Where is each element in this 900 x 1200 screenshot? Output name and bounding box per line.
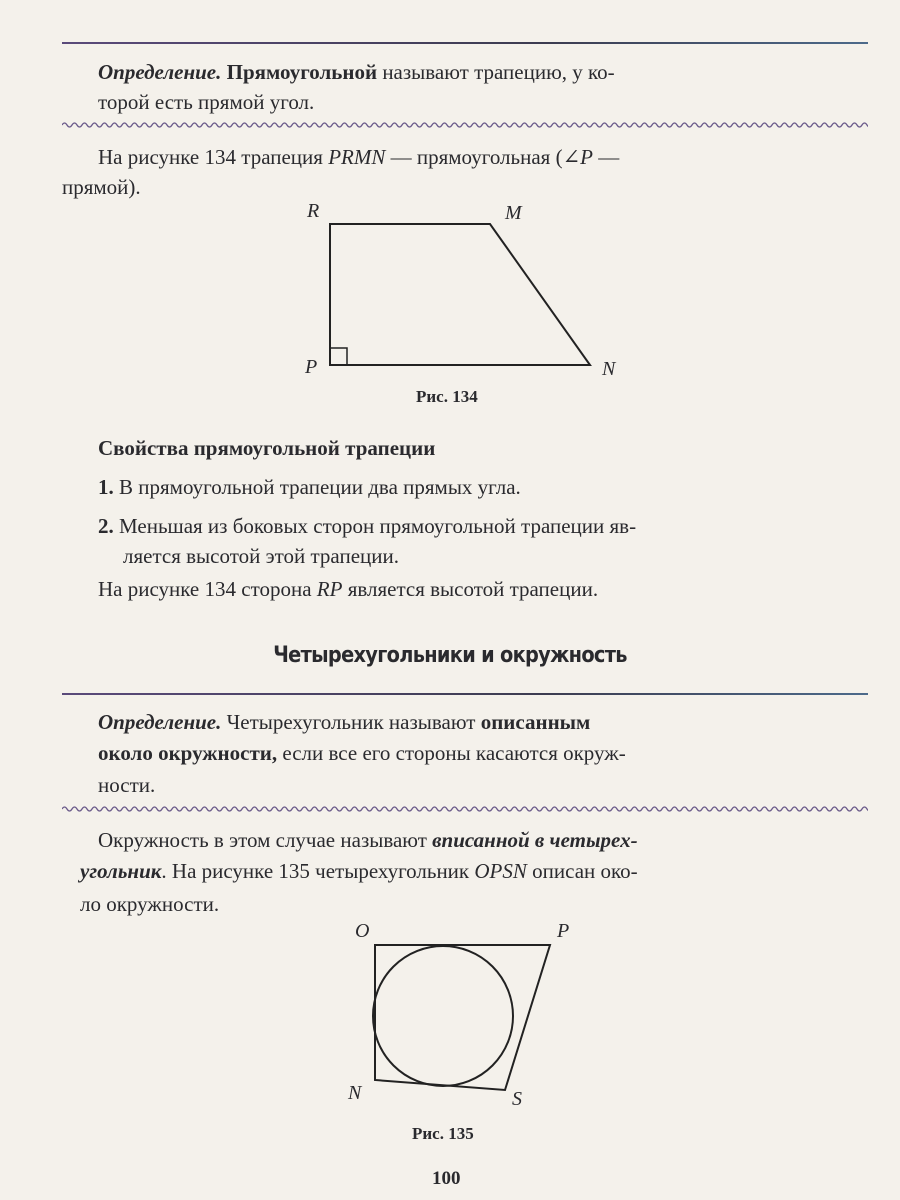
paragraph-2-line-3: ло окружности.	[80, 892, 220, 916]
text: описан око-	[526, 859, 638, 883]
paragraph-2-line-2	[80, 858, 638, 884]
text: . На рисунке 135 четырехугольник	[161, 859, 475, 883]
list-number: 1.	[98, 475, 114, 499]
definition-2-line-3: ности.	[98, 773, 156, 797]
text: является высотой трапеции.	[342, 577, 599, 601]
defined-term: описанным	[480, 710, 591, 734]
text: — прямоугольная (	[385, 145, 563, 169]
defined-term: около окружности,	[98, 741, 278, 765]
definition-label: Определение.	[98, 710, 222, 734]
text: RP	[316, 577, 343, 601]
vertex-label-n: N	[348, 1082, 362, 1104]
text: называют трапецию, у ко-	[377, 60, 615, 84]
wavy-divider	[62, 805, 868, 813]
definition-2-line-2	[98, 740, 626, 766]
figure-135-caption: Рис. 135	[412, 1124, 474, 1143]
vertex-label-r: R	[307, 200, 320, 222]
text: На рисунке 134 трапеция	[98, 145, 329, 169]
term: вписанной в четырех-	[432, 828, 638, 852]
paragraph-2-line-1	[98, 827, 638, 853]
property-2-line-1	[98, 513, 636, 539]
defined-term: Прямоугольной	[226, 60, 378, 84]
text: В прямоугольной трапеции два прямых угла.	[113, 475, 521, 499]
section-heading: Четырехугольники и окружность	[273, 643, 627, 668]
page-number: 100	[432, 1168, 461, 1189]
quadrilateral-opsn	[375, 945, 550, 1090]
vertex-label-s: S	[512, 1088, 522, 1110]
definition-label: Определение.	[98, 60, 222, 84]
inscribed-circle	[373, 946, 513, 1086]
text: ∠P	[562, 145, 593, 169]
list-number: 2.	[98, 514, 114, 538]
text: Четырехугольник называют	[221, 710, 481, 734]
term: угольник	[80, 859, 162, 883]
text: если все его стороны касаются окруж-	[277, 741, 626, 765]
text: —	[593, 145, 620, 169]
section-rule	[62, 693, 868, 695]
text: На рисунке 134 сторона	[98, 577, 317, 601]
vertex-label-o: O	[355, 920, 370, 942]
text: Окружность в этом случае называют	[98, 828, 433, 852]
properties-title: Свойства прямоугольной трапеции	[98, 436, 436, 460]
vertex-label-p: P	[557, 920, 570, 942]
text: OPSN	[474, 859, 527, 883]
vertex-label-m: M	[505, 202, 522, 224]
definition-2-line-1	[98, 709, 590, 735]
definition-1-line-2: торой есть прямой угол.	[98, 90, 315, 114]
right-angle-mark	[330, 348, 347, 365]
property-note	[98, 576, 598, 602]
text: Меньшая из боковых сторон прямоугольной трапеции яв-	[113, 514, 637, 538]
vertex-label-p: P	[305, 356, 318, 378]
property-2-line-2: ляется высотой этой трапеции.	[123, 544, 399, 568]
text: PRMN	[328, 145, 386, 169]
vertex-label-n: N	[602, 358, 616, 380]
figure-134-caption: Рис. 134	[416, 387, 478, 406]
property-1	[98, 474, 521, 500]
trapezoid-prmn	[330, 224, 590, 365]
paragraph-1-line-2: прямой).	[62, 175, 141, 199]
